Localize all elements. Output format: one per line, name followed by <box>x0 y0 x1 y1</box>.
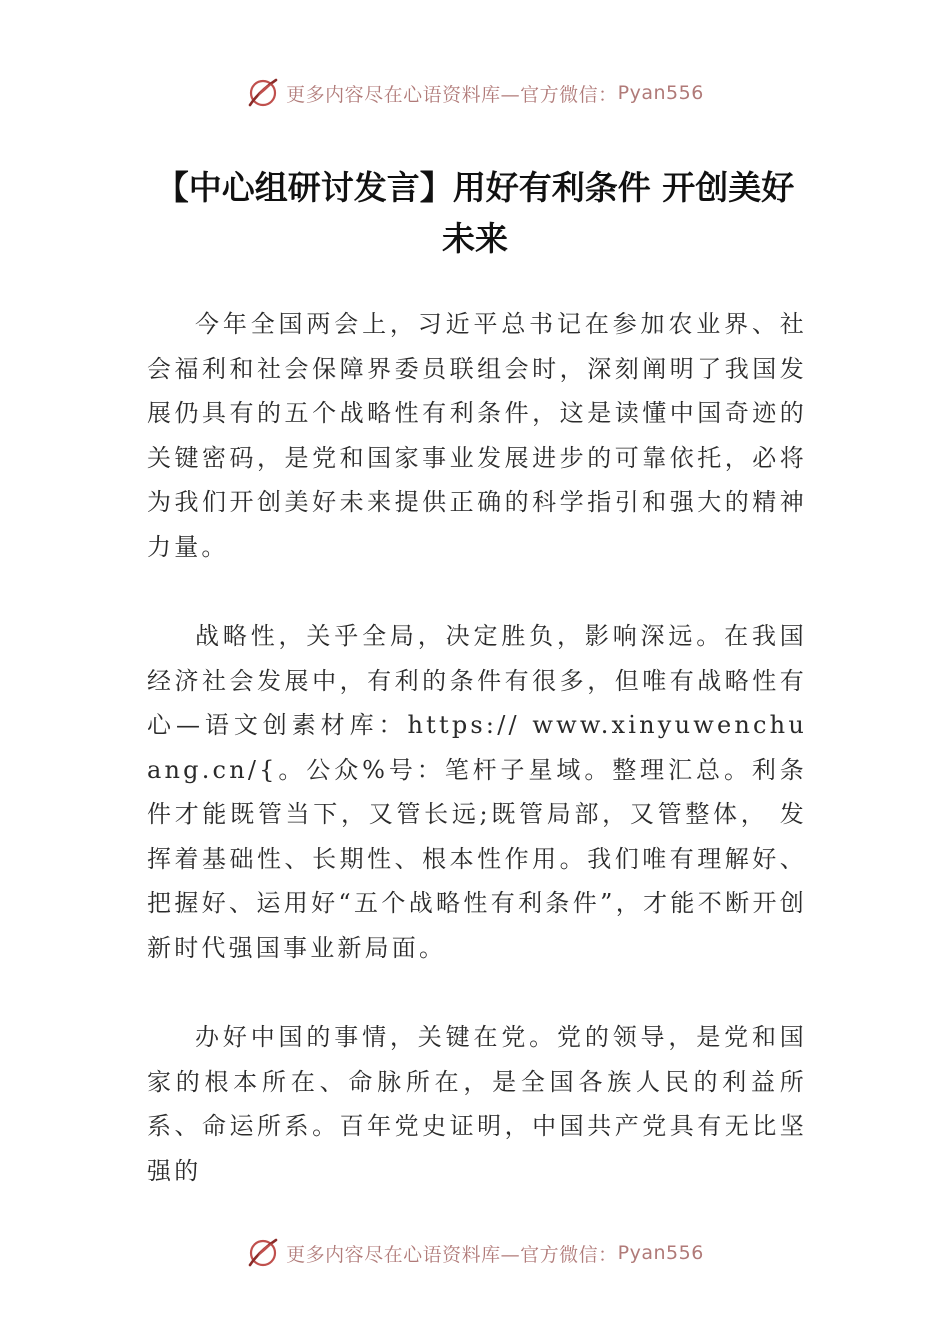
watermark-contact: Pyan556 <box>617 1242 704 1264</box>
watermark-footer <box>0 1233 950 1273</box>
watermark-text: 更多内容尽在心语资料库—官方微信： <box>286 1243 618 1266</box>
paragraph-3: 办好中国的事情，关键在党。党的领导，是党和国家的根本所在、命脉所在，是全国各族人民的利益所系、命运所系。百年党史证明，中国共产党具有无比坚强的 <box>147 1023 807 1185</box>
paragraph-1: 今年全国两会上，习近平总书记在参加农业界、社会福利和社会保障界委员联组会时，深刻阐明了我国发展仍具有的五个战略性有利条件，这是读懂中国奇迹的关键密码，是党和国家事业发展进步的可靠依托，必将为我们开创美好未来提供正确的科学指引和强大的精神力量。 <box>147 310 807 561</box>
feather-circle-logo-icon <box>246 76 280 110</box>
document-body <box>147 302 807 1238</box>
watermark-text: 更多内容尽在心语资料库—官方微信： <box>286 83 618 106</box>
watermark-header <box>0 73 950 113</box>
feather-circle-logo-icon <box>246 1236 280 1270</box>
document-title: 【中心组研讨发言】用好有利条件 开创美好未来 <box>155 168 795 258</box>
watermark-contact: Pyan556 <box>617 82 704 104</box>
paragraph-2: 战略性，关乎全局，决定胜负，影响深远。在我国经济社会发展中，有利的条件有很多，但唯有战略性有心—语文创素材库：https:// www.xinyuwenchuang.cn/{。公众%号：笔杆子星域。整理汇总。利条件才能既管当下，又管长远;既管局部，又管整体， 发挥着基础性、长期性、根本性作用。我们唯有理解好、把握好、运用好“五个战略性有利条件”，才能不断开创新时代强国事业新局面。 <box>147 622 807 962</box>
